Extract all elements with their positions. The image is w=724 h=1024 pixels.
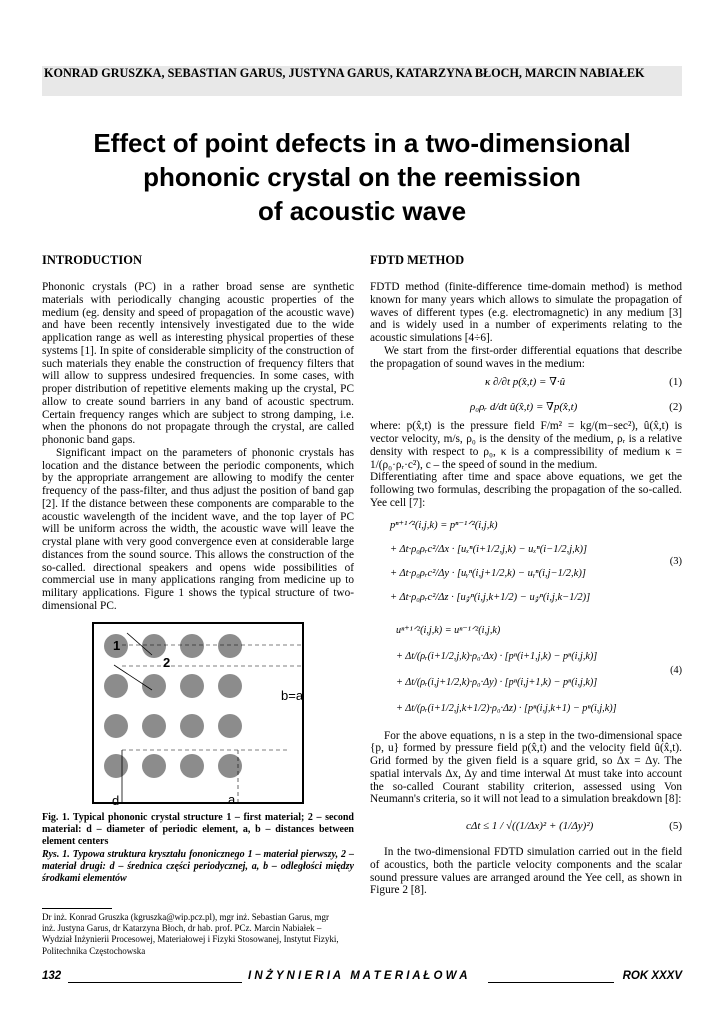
introduction-heading: INTRODUCTION [42, 253, 143, 267]
equation-5 [370, 806, 682, 846]
footer-rule-left [68, 982, 242, 983]
equation-4-line-4: + Δt/(ρᵣ(i+1/2,j,k+1/2)·ρ₀·Δz) · [pⁿ(i,j,k+1) − pⁿ(i,j,k)] [396, 702, 617, 714]
equation-4 [370, 618, 682, 722]
figure-label-2: 2 [163, 655, 171, 670]
fdtd-paragraph-4: Differentiating after time and space above equations, we get the following two formulas, describing the propagation of the so-called. Yee cell [7]: [370, 471, 682, 509]
equation-2 [370, 394, 682, 420]
volume-label: ROK XXXV [622, 970, 682, 982]
equation-5-number: (5) [669, 820, 682, 832]
fdtd-paragraph-2: We start from the first-order differential equations that describe the propagation of sound waves in the medium: [370, 344, 682, 370]
equation-3-line-1: pⁿ⁺¹ᐟ²(i,j,k) = pⁿ⁻¹ᐟ²(i,j,k) [390, 519, 498, 531]
equation-4-number: (4) [670, 664, 682, 676]
fdtd-paragraph-6: In the two-dimensional FDTD simulation carried out in the field of acoustics, both the particle velocity components and the scalar sound pressure values are arranged around the Yee cell, as shown in Figure 2 [8]. [370, 846, 682, 897]
equation-3-line-4: + Δt·ρ₀ρᵣc²/Δz · [u𝓏ⁿ(i,j,k+1/2) − u𝓏ⁿ(i,j,k−1/2)] [390, 591, 591, 603]
equation-1-body: κ ∂/∂t p(x̂,t) = ∇·û [485, 376, 566, 389]
paper-title [40, 126, 684, 228]
caption-english: Fig. 1. Typical phononic crystal structure 1 – first material; 2 – second material: d – diameter of periodic element, a, b – distances between element centers [42, 812, 354, 848]
equation-1-number: (1) [669, 376, 682, 389]
equation-1 [370, 370, 682, 394]
page-number: 132 [42, 970, 62, 982]
footnote-line-4: Politechnika Częstochowska [42, 945, 146, 956]
equation-4-line-2: + Δt/(ρᵣ(i+1/2,j,k)·ρ₀·Δx) · [pⁿ(i+1,j,k) − pⁿ(i,j,k)] [396, 650, 598, 662]
equation-4-line-1: uⁿ⁺¹ᐟ²(i,j,k) = uⁿ⁻¹ᐟ²(i,j,k) [396, 624, 501, 636]
fdtd-paragraph-3: where: p(x̂,t) is the pressure field F/m² = kg/(m−sec²), û(x̂,t) is vector velocity, m/s, ρ₀ is the density of the medium, ρᵣ is a relative density with respect to ρ₀, κ is a compressibility of medium κ = 1/(ρ₀·ρᵣ·c²), c – the speed of sound in the medium. [370, 420, 682, 471]
equation-3-number: (3) [669, 555, 682, 567]
footnote-divider [42, 908, 112, 909]
authors-text: KONRAD GRUSZKA, SEBASTIAN GARUS, JUSTYNA GARUS, KATARZYNA BŁOCH, MARCIN NABIAŁEK [44, 66, 645, 80]
equation-3 [370, 514, 682, 610]
intro-paragraph-1: Phononic crystals (PC) in a rather broad sense are synthetic materials with periodically changing acoustic properties of the medium (eg. density and speed of propagation of the acoustic wave) and have been recently intensively investigated due to the wide application range as well as interesting physical properties of these systems [1]. In spite of considerable simplicity of the construction of such materials they enable the construction of frequency filters that will allow to suppress undesired frequencies. In some cases, with proper distribution of repetitive elements making up the crystal, PC allow to create sound barriers in any band of acoustic spectrum. Certain frequency ranges which are subject to strong damping, i.e. when the phonons do not propagate through the crystal, are called phononic band gaps. [42, 281, 354, 446]
title-line-2: phononic crystal on the reemission [143, 162, 581, 192]
equation-3-line-2: + Δt·ρ₀ρᵣc²/Δx · [uₓⁿ(i+1/2,j,k) − uₓⁿ(i−1/2,j,k)] [390, 543, 588, 555]
figure-label-1: 1 [113, 638, 121, 653]
intro-paragraph-2: Significant impact on the parameters of phononic crystals has location and the distance between the periodic components, which by the appropriate arrangement are allowing to modify the center frequency of the pass-filter, and thus adjust the position of band gap [2]. If the distance between these components are comparable to the acoustic wavelength of the incident wave, and the top layer of PC will be uniform across the width, the acoustic wave will leave the crystal plane with very good convergence even at considerable large distances from the sound source. This allows the construction of the so-called. directional speakers and opens wide possibilities of commercial use in many applications ranging from medicine up to military applications. Figure 1 shows the typical structure of two-dimensional PC. [42, 446, 354, 612]
footnote-line-1: Dr inż. Konrad Gruszka (kgruszka@wip.pcz.pl), mgr inż. Sebastian Garus, mgr [42, 912, 329, 922]
fdtd-paragraph-5: For the above equations, n is a step in the two-dimensional space {p, u} formed by pressure field p(x̂,t) and the velocity field û(x̂,t). Grid formed by the given field is a square grid, so Δx = Δy. The spatial intervals Δx, Δy and time interwal Δt must take into account the so-called Courant stability criterion, assessed using Von Neumann's criteria, so it will not lead to a simulation breakdown [8]: [370, 729, 682, 806]
introduction-section [42, 253, 354, 613]
figure-label-a: a [228, 792, 236, 807]
figure-annotations [92, 600, 362, 820]
fdtd-heading: FDTD METHOD [370, 253, 465, 267]
journal-name: I N Ż Y N I E R I A M A T E R I A Ł O W A [248, 970, 468, 982]
equation-2-body: ρ₀ρᵣ d/dt û(x̂,t) = ∇p(x̂,t) [470, 401, 578, 414]
author-footnote [42, 912, 354, 957]
footnote-line-3: Wydział Inżynierii Procesowej, Materiałowej i Fizyki Stosowanej, Instytut Fizyki, [42, 934, 339, 945]
authors-banner [42, 66, 682, 96]
figure-label-ba: b=a [281, 688, 304, 703]
fdtd-paragraph-1: FDTD method (finite-difference time-domain method) is method known for many years which allows to simulate the propagation of waves of different types (e.g. electromagnetic) in any medium [3] and is widely used in a number of experiments relating to the acoustic simulations [4÷6]. [370, 281, 682, 344]
footer-rule-right [488, 982, 614, 983]
title-line-1: Effect of point defects in a two-dimensional [93, 128, 631, 158]
page-footer [42, 970, 682, 986]
caption-polish: Rys. 1. Typowa struktura kryształu fononicznego 1 – materiał pierwszy, 2 – materiał drugi: d – średnica części periodycznej, a, b – odległości między środkami elementów [42, 848, 354, 885]
figure-caption [42, 812, 354, 885]
equation-3-line-3: + Δt·ρ₀ρᵣc²/Δy · [uᵧⁿ(i,j+1/2,k) − uᵧⁿ(i,j−1/2,k)] [390, 567, 586, 579]
figure-label-d: d [112, 793, 120, 808]
equation-5-body: cΔt ≤ 1 / √((1/Δx)² + (1/Δy)²) [466, 820, 594, 832]
title-line-3: of acoustic wave [257, 196, 467, 226]
footnote-line-2: inż. Justyna Garus, dr Katarzyna Błoch, dr hab. prof. PCz. Marcin Nabiałek – [42, 923, 322, 934]
fdtd-section [370, 253, 682, 897]
equation-2-number: (2) [669, 401, 682, 414]
equation-4-line-3: + Δt/(ρᵣ(i,j+1/2,k)·ρ₀·Δy) · [pⁿ(i,j+1,k) − pⁿ(i,j,k)] [396, 676, 598, 688]
